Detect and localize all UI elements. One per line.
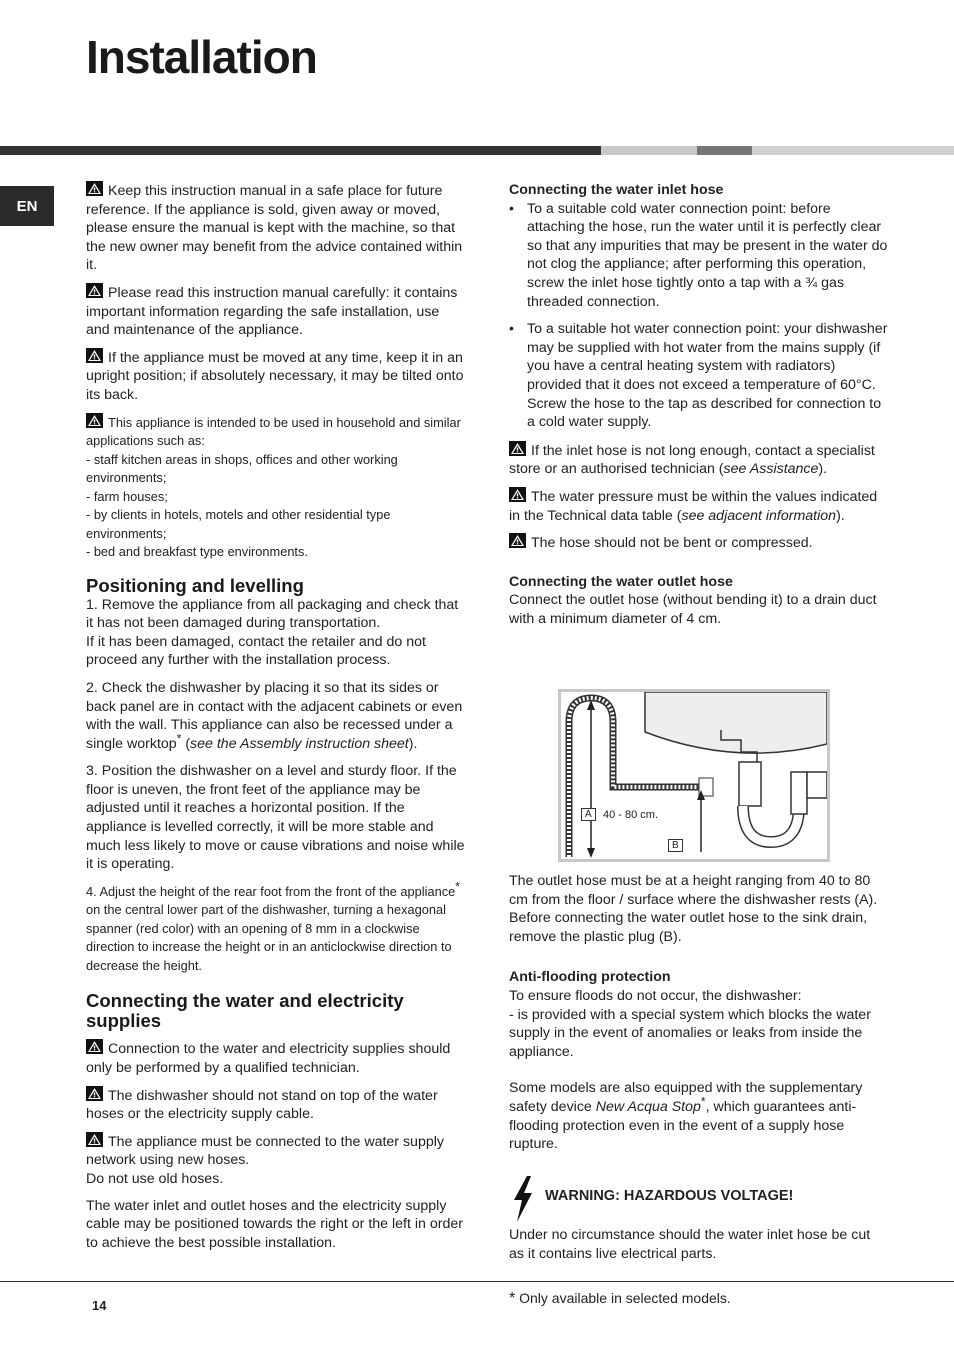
connecting-paragraph-3: The appliance must be connected to the water supply network using new hoses. Do not use old hoses. <box>86 1133 444 1187</box>
positioning-step-2: 2. Check the dishwasher by placing it so that its sides or back panel are in contact with the adjacent cabinets or even with the wall. This appliance can also be recessed under a single worktop* (see the Assembly instruction sheet). <box>86 679 463 752</box>
safety-paragraph-manual: Keep this instruction manual in a safe place for future reference. If the appliance is sold, given away or moved, please ensure the manual is kept with the machine, so that the new owner may benefit from the advice contained within it. <box>86 183 463 274</box>
list-item: - farm houses; <box>86 488 168 504</box>
intended-use-block: This appliance is intended to be used in household and similar applications such as: - staff kitchen areas in shops, offices and other working environments; - farm houses; - by clients in hotels, motels and other residential type environments; - bed and breakfast type environments. <box>86 413 466 562</box>
section-heading-outlet: Connecting the water outlet hose <box>509 573 733 590</box>
language-tab: EN <box>0 186 54 226</box>
outlet-paragraph: Connect the outlet hose (without bending it) to a drain duct with a minimum diameter of 4 cm. <box>509 592 877 627</box>
outlet-height-paragraph: The outlet hose must be at a height ranging from 40 to 80 cm from the floor / surface where the dishwasher rests (A). Before connecting the water outlet hose to the sink drain, remove the plastic plug (B). <box>509 873 878 945</box>
positioning-step-4: 4. Adjust the height of the rear foot from the front of the appliance* on the central lower part of the dishwasher, turning a hexagonal spanner (red color) with an opening of 8 mm in a clockwise direction to increase the height or in an anticlockwise direction to decrease the height. <box>86 879 460 973</box>
connecting-paragraph-1: Connection to the water and electricity supplies should only be performed by a qualified technician. <box>86 1041 451 1076</box>
inlet-warning-pressure: The water pressure must be within the values indicated in the Technical data table (see adjacent information). <box>509 488 878 524</box>
right-column-lower <box>509 872 889 1162</box>
figure-label-b: B <box>668 839 683 852</box>
list-item: - staff kitchen areas in shops, offices and other working environments; <box>86 451 398 486</box>
list-item: • To a suitable cold water connection point: before attaching the hose, run the water until it is perfectly clear so that any impurities that may be present in the water do not clog the appliance; after performing this operation, screw the inlet hose tightly onto a tap with a ¾ gas threaded connection. <box>509 200 888 310</box>
warning-icon <box>86 1086 103 1101</box>
warning-icon <box>86 181 103 196</box>
inlet-warning-length: If the inlet hose is not long enough, contact a specialist store or an authorised technician (see Assistance). <box>509 442 875 478</box>
warning-icon <box>86 1039 103 1054</box>
inlet-warning-bend: The hose should not be bent or compressed. <box>509 533 889 553</box>
warning-icon <box>509 441 526 456</box>
section-heading-positioning: Positioning and levelling <box>86 574 304 596</box>
positioning-step-1: 1. Remove the appliance from all packaging and check that it has not been damaged during transportation. If it has been damaged, contact the retailer and do not proceed any further with the installation process. <box>86 596 459 669</box>
figure-measure: 40 - 80 cm. <box>603 809 659 821</box>
voltage-warning-text: Under no circumstance should the water inlet hose be cut as it contains live electrical parts. <box>509 1227 871 1262</box>
section-heading-anti-flooding: Anti-flooding protection <box>509 969 671 986</box>
left-column <box>86 181 466 1260</box>
warning-icon <box>86 413 103 428</box>
safety-paragraph-read: Please read this instruction manual carefully: it contains important information regarding the safe installation, use and maintenance of the appliance. <box>86 284 458 339</box>
list-item: - by clients in hotels, motels and other residential type environments; <box>86 507 391 541</box>
footnote: * Only available in selected models. <box>509 1290 731 1307</box>
warning-icon <box>86 348 103 363</box>
bullet-icon: • <box>509 200 514 217</box>
warning-icon <box>86 1132 103 1147</box>
right-column <box>509 181 889 636</box>
header-rule-light-end <box>752 146 954 155</box>
warning-icon <box>509 533 526 548</box>
safety-paragraph-move: If the appliance must be moved at any time, keep it in an upright position; if absolutely necessary, it may be tilted onto its back. <box>86 349 464 403</box>
header-rule-light <box>601 146 697 155</box>
flood-paragraph: To ensure floods do not occur, the dishwasher: - is provided with a special system which blocks the water supply in the event of anomalies or leaks from inside the appliance. <box>509 987 871 1060</box>
figure-label-a: A <box>581 808 596 821</box>
page-title: Installation <box>86 31 317 83</box>
lightning-bolt-icon <box>511 1176 535 1222</box>
positioning-step-3: 3. Position the dishwasher on a level and sturdy floor. If the floor is uneven, the front feet of the appliance may be adjusted until it reaches a horizontal position. If the appliance is levelled correctly, it will be more stable and much less likely to move or cause vibrations and noise while it is operating. <box>86 763 465 873</box>
list-item: - bed and breakfast type environments. <box>86 544 308 560</box>
connecting-paragraph-4: The water inlet and outlet hoses and the electricity supply cable may be positioned towards the right or the left in order to achieve the best possible installation. <box>86 1197 463 1251</box>
bullet-icon: • <box>509 321 514 338</box>
acqua-stop-paragraph: Some models are also equipped with the supplementary safety device New Acqua Stop*, which guarantees anti-flooding protection even in the event of a supply hose rupture. <box>509 1080 863 1153</box>
section-heading-inlet: Connecting the water inlet hose <box>509 182 724 198</box>
voltage-warning-heading: WARNING: HAZARDOUS VOLTAGE! <box>545 1188 794 1204</box>
header-rule-dark <box>0 146 601 155</box>
drain-hose-diagram <box>558 689 830 862</box>
list-item: • To a suitable hot water connection point: your dishwasher may be supplied with hot water from the mains supply (if you have a central heating system with radiators) provided that it does not exceed a temperature of 60°C. Screw the hose to the tap as described for connection to a cold water supply. <box>509 321 888 431</box>
drain-illustration <box>561 692 827 859</box>
warning-icon <box>509 487 526 502</box>
warning-icon <box>86 283 103 298</box>
footer-rule <box>0 1281 954 1282</box>
header-rule-mid <box>697 146 752 155</box>
page-number: 14 <box>92 1298 107 1313</box>
section-heading-connecting: Connecting the water and electricity supplies <box>86 990 404 1032</box>
connecting-paragraph-2: The dishwasher should not stand on top of the water hoses or the electricity supply cable. <box>86 1087 438 1123</box>
